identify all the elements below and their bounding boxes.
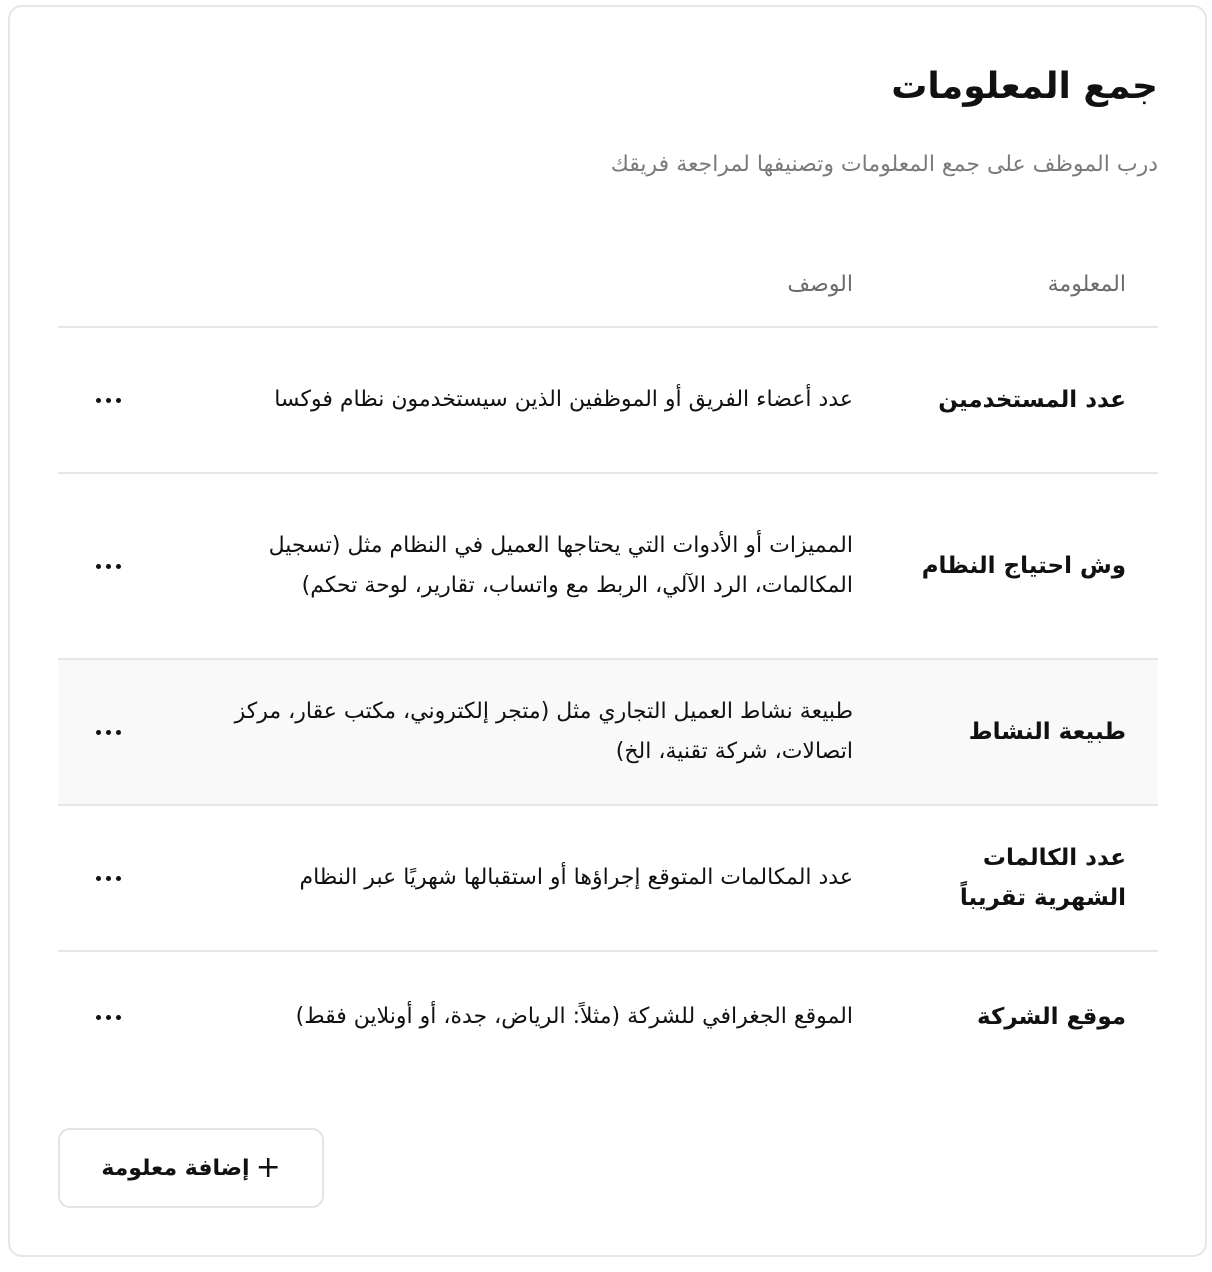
more-horizontal-icon[interactable] [88,551,128,581]
header-description-text: الوصف [787,271,853,297]
header-label-text: المعلومة [1047,271,1126,297]
row-description-cell [158,997,853,1037]
add-information-button[interactable] [58,1128,324,1208]
row-label: وش احتياج النظام [921,553,1126,579]
row-actions-cell [58,863,158,893]
row-description-cell [158,858,853,898]
more-horizontal-icon[interactable] [88,863,128,893]
row-description: عدد أعضاء الفريق أو الموظفين الذين سيستخدمون نظام فوكسا [274,387,853,412]
row-label: عدد المستخدمين [938,387,1126,413]
information-table [58,243,1158,1082]
row-description: المميزات أو الأدوات التي يحتاجها العميل في النظام مثل (تسجيل المكالمات، الرد الآلي، الربط مع واتساب، تقارير، لوحة تحكم) [268,533,853,598]
row-actions-cell [58,717,158,747]
row-actions-cell [58,551,158,581]
page-title: جمع المعلومات [891,66,1158,107]
table-row[interactable] [58,952,1158,1082]
card-content [58,7,1158,1255]
row-label-cell [853,380,1158,420]
header-cell-label [853,269,1158,301]
table-row[interactable] [58,474,1158,660]
row-description: الموقع الجغرافي للشركة (مثلاً: الرياض، جدة، أو أونلاين فقط) [295,1004,853,1029]
row-description-cell [158,526,853,606]
information-collection-card [8,5,1207,1257]
row-actions-cell [58,385,158,415]
row-label-cell [853,997,1158,1037]
header-cell-description [158,269,853,301]
row-label: طبيعة النشاط [968,719,1126,745]
table-row[interactable] [58,806,1158,952]
row-label-cell [853,546,1158,586]
row-label-cell [853,838,1158,918]
more-horizontal-icon[interactable] [88,717,128,747]
row-description-cell [158,380,853,420]
row-label: عدد الكالمات الشهرية تقريباً [959,845,1126,911]
table-header [58,243,1158,328]
row-description: طبيعة نشاط العميل التجاري مثل (متجر إلكتروني، مكتب عقار، مركز اتصالات، شركة تقنية، الخ) [234,699,853,764]
more-horizontal-icon[interactable] [88,385,128,415]
row-label: موقع الشركة [977,1004,1126,1030]
page-subtitle: درب الموظف على جمع المعلومات وتصنيفها لمراجعة فريقك [610,152,1158,177]
plus-icon: + [255,1150,281,1185]
row-label-cell [853,712,1158,752]
table-row[interactable] [58,660,1158,806]
table-row[interactable] [58,328,1158,474]
row-description: عدد المكالمات المتوقع إجراؤها أو استقبالها شهريًا عبر النظام [299,865,853,890]
more-horizontal-icon[interactable] [88,1002,128,1032]
row-actions-cell [58,1002,158,1032]
row-description-cell [158,692,853,772]
add-information-label: إضافة معلومة [101,1155,250,1181]
